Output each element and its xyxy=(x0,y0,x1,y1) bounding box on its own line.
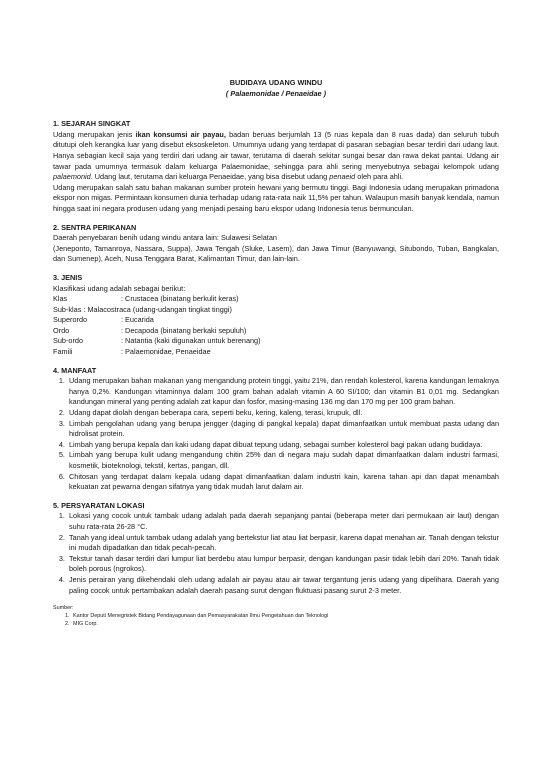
paragraph: Udang merupakan salah satu bahan makanan sumber protein hewani yang bermutu tinggi. Bagi Indonesia udang merupakan primadona ekspor non migas. Permintaan konsumen dunia terhadap udang rata-rata naik 11,5% per tahun. Walaupun masih banyak kendala, namun hingga saat ini negara produsen udang yang menjadi pesaing baru ekspor udang Indonesia terus bermunculan. xyxy=(53,182,499,213)
list-item: 4. Limbah yang berupa kepala dan kaki udang dapat dibuat tepung udang, sebagai sumber kolesterol bagi pakan udang budidaya. xyxy=(67,440,499,451)
list-item: 1. Udang merupakan bahan makanan yang mengandung protein tinggi, yaitu 21%, dan rendah kolesterol, karena kandungan lemaknya hanya 0,2%. Kandungan vitaminnya dalam 100 gram bahan adalah vitamin A 60 SI/100; dan vitamin B1 0,01 mg. Sedangkan kandungan mineral yang penting adalah zat kapur dan fosfor, masing-masing 136 mg dan 170 mg per 100 gram bahan. xyxy=(67,376,499,408)
list-item: 4. Jenis perairan yang dikehendaki oleh udang adalah air payau atau air tawar tergantung jenis udang yang dipelihara. Daerah yang paling cocok untuk pertambakan adalah daerah pasang surut dengan fluktuasi pasang surut 2-3 meter. xyxy=(67,575,499,596)
classification-row: Sub-ordo : Natantia (kaki digunakan untuk berenang) xyxy=(53,336,261,346)
section-heading: 2. SENTRA PERIKANAN xyxy=(53,222,137,232)
section-heading: 5. PERSYARATAN LOKASI xyxy=(53,500,145,510)
paragraph: Daerah penyebaran benih udang windu antara lain: Sulawesi Selatan xyxy=(53,233,277,243)
paragraph: (Jeneponto, Tamanroya, Nassara, Suppa), Jawa Tengah (Sluke, Lasem), dan Jawa Timur (Banyuwangi, Situbondo, Tuban, Bangkalan, dan Sumenep), Aceh, Nusa Tenggara Barat, Kalimantan Timur, dan lain-lain. xyxy=(53,243,499,264)
section-heading: 1. SEJARAH SINGKAT xyxy=(53,119,131,129)
source-item: 2. MIG Corp. xyxy=(71,620,499,628)
list-item: 1. Lokasi yang cocok untuk tambak udang adalah pada daerah sepanjang pantai (beberapa meter dari permukaan air laut) dengan suhu rata-rata 26-28 °C. xyxy=(67,511,499,532)
list-item: 3. Limbah pengolahan udang yang berupa jengger (daging di pangkal kepala) dapat dimanfaatkan untuk membuat pasta udang dan hidrolisat protein. xyxy=(67,419,499,440)
list-item: 6. Chitosan yang terdapat dalam kepala udang dapat dimanfaatkan dalam industri kain, karena tahan api dan dapat menambah kekuatan zat pewarna dengan sifatnya yang tidak mudah larut dalam air. xyxy=(67,472,499,493)
sources xyxy=(53,604,499,628)
section-heading: 4. MANFAAT xyxy=(53,365,97,375)
page-subtitle: ( Palaemonidae / Penaeidae ) xyxy=(225,88,327,98)
section-heading: 3. JENIS xyxy=(53,272,83,282)
paragraph: Udang merupakan jenis ikan konsumsi air payau, badan beruas berjumlah 13 (5 ruas kepala dan 8 ruas dada) dan seluruh tubuh ditutupi oleh kerangka luar yang disebut eksoskeleton. Umumnya udang yang terdapat di pasaran sebagian besar terdiri dari udang laut. Hanya sebagian kecil saja yang terdiri dari udang air tawar, terutama di daerah sekitar sungai besar dan rawa dekat pantai. Udang air tawar pada umumnya termasuk dalam keluarga Palaemonidae, sehingga para ahli sering menyebutnya sebagai kelompok udang palaemonid. Udang laut, terutama dari keluarga Penaeidae, yang bisa disebut udang penaeid oleh para ahli. xyxy=(53,129,499,182)
classification-row: Ordo : Decapoda (binatang berkaki sepuluh) xyxy=(53,325,247,335)
section-sejarah xyxy=(53,119,499,214)
document-page xyxy=(53,78,499,628)
classification-row: Famili : Palaemonidae, Penaeidae xyxy=(53,347,211,357)
section-jenis xyxy=(53,273,499,358)
section-sentra xyxy=(53,223,499,265)
classification-row: Superordo : Eucarida xyxy=(53,315,154,325)
classification-row: Klas : Crustacea (binatang berkulit keras) xyxy=(53,294,239,304)
classification-intro: Klasifikasi udang adalah sebagai berikut: xyxy=(53,283,186,293)
source-item: 1. Kantor Deputi Menegristek Bidang Pendayagunaan dan Pemasyarakatan Ilmu Pengetahuan dan Teknologi xyxy=(71,612,499,620)
list-item: 2. Tanah yang ideal untuk tambak udang adalah yang bertekstur liat atau liat berpasir, karena dapat menahan air. Tanah dengan tekstur ini mudah dipadatkan dan tidak pecah-pecah. xyxy=(67,533,499,554)
list-item: 3. Tekstur tanah dasar terdiri dari lumpur liat berdebu atau lumpur berpasir, dengan kandungan pasir tidak lebih dari 20%. Tanah tidak boleh porous (ngrokos). xyxy=(67,554,499,575)
page-title: BUDIDAYA UDANG WINDU xyxy=(229,78,323,87)
list-item: 5. Limbah yang berupa kulit udang mengandung chitin 25% dan di negara maju sudah dapat dimanfaatkan dalam industri farmasi, kosmetik, bioteknologi, tekstil, kertas, pangan, dll. xyxy=(67,450,499,471)
sources-label: Sumber: xyxy=(53,605,74,612)
section-manfaat xyxy=(53,366,499,493)
section-lokasi xyxy=(53,501,499,596)
classification-row: Sub-klas : Malacostraca (udang-udangan tingkat tinggi) xyxy=(53,304,232,314)
list-item: 2. Udang dapat diolah dengan beberapa cara, seperti beku, kering, kaleng, terasi, krupuk, dll. xyxy=(67,408,499,419)
